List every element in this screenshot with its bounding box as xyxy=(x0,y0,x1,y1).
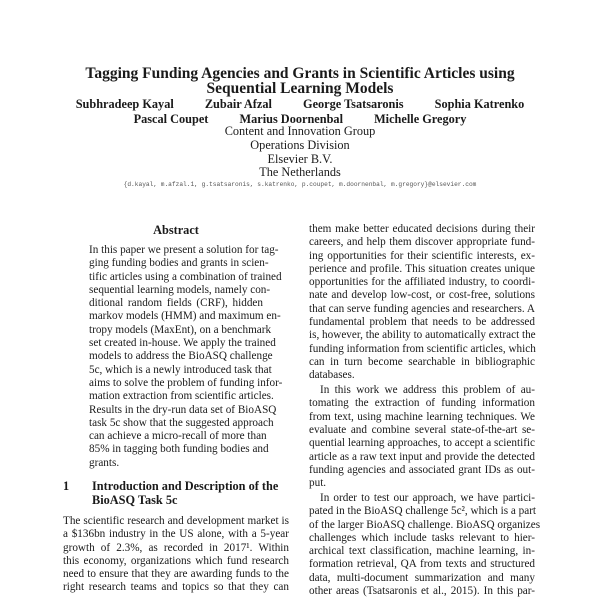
text-line: careers, and help them discover appropriate fund- xyxy=(309,236,535,249)
text-line: need to ensure that they are awarding funds to the xyxy=(63,568,289,581)
text-line: nate and develop low-cost, or cost-free, solutions xyxy=(309,289,535,302)
text-line: ging funding bodies and grants in scien- xyxy=(89,257,269,270)
title-line: Sequential Learning Models xyxy=(206,79,394,97)
abstract-body xyxy=(89,244,283,470)
right-column xyxy=(309,223,541,598)
text-line: grants. xyxy=(89,456,120,469)
text-line: set created in-house. We apply the trained xyxy=(89,337,276,350)
text-line: can in turn become searchable in bibliographic xyxy=(309,355,535,368)
text-line: ditional random fields (CRF), hidden xyxy=(89,297,263,310)
section-number: 1 xyxy=(63,479,70,493)
text-line: challenges which include tasks relevant to hier- xyxy=(309,531,535,544)
text-line: perience and profile. This situation creates unique xyxy=(309,262,535,275)
author-emails: {d.kayal, m.afzal.1, g.tsatsaronis, s.katrenko, p.coupet, m.doornenbal, m.gregory}@elsevier.com xyxy=(123,181,477,188)
section-body xyxy=(63,515,289,595)
author-name: Sophia Katrenko xyxy=(434,97,525,111)
text-line: from text, using machine learning techniques. We xyxy=(309,410,535,423)
paper-title xyxy=(0,67,600,96)
author-name: Pascal Coupet xyxy=(133,112,209,126)
text-line: ing opportunities for their scientific interests, ex- xyxy=(309,249,535,262)
text-line: this economy, organizations which fund research xyxy=(63,554,289,567)
text-line: In order to test our approach, we have partici- xyxy=(320,491,535,504)
text-line: other areas (Tsatsaronis et al., 2015). In this par- xyxy=(309,585,535,598)
text-line: mation extraction from scientific articles. xyxy=(89,390,274,403)
author-name: George Tsatsaronis xyxy=(303,97,404,111)
text-line: opportunities for the affiliated industry, to coordi- xyxy=(309,276,535,289)
text-line: data, multi-document summarization and many xyxy=(309,571,535,584)
text-line: article as a raw text input and provide the detected xyxy=(309,450,535,463)
author-name: Michelle Gregory xyxy=(374,112,467,126)
text-line: is, however, the ability to automatically extract the xyxy=(309,329,536,342)
text-line: right research teams and topics so that they can xyxy=(63,581,289,594)
abstract-heading: Abstract xyxy=(153,223,199,237)
text-line: Results in the dry-run data set of BioASQ xyxy=(89,403,277,416)
paragraph xyxy=(309,223,535,383)
text-line: In this work we address this problem of au- xyxy=(320,384,535,397)
text-line: The scientific research and development market is xyxy=(63,515,289,527)
text-line: aims to solve the problem of funding infor- xyxy=(89,376,283,389)
text-line: put. xyxy=(309,477,327,490)
text-line: them make better educated decisions during their xyxy=(309,223,535,235)
author-name: Subhradeep Kayal xyxy=(75,97,174,111)
text-line: pated in the BioASQ challenge 5c², which is a part xyxy=(309,505,537,518)
text-line: markov models (HMM) and maximum en- xyxy=(89,310,281,323)
section-title-line: BioASQ Task 5c xyxy=(92,493,178,507)
affiliation-line: The Netherlands xyxy=(259,165,341,180)
paragraph xyxy=(309,384,535,490)
text-line: tomating the extraction of funding information xyxy=(309,397,535,410)
text-line: task 5c show that the suggested approach xyxy=(89,416,274,429)
section-title-line: Introduction and Description of the xyxy=(92,479,279,493)
text-line: sequential learning models, namely con- xyxy=(89,283,271,296)
section-heading xyxy=(63,479,289,507)
text-line: of the larger BioASQ challenge. BioASQ organizes xyxy=(309,518,541,531)
text-line: funding agencies and associated grant IDs as out- xyxy=(309,463,535,476)
text-line: models to address the BioASQ challenge xyxy=(89,350,273,363)
paragraph xyxy=(309,491,541,598)
affiliation-line: Elsevier B.V. xyxy=(267,151,333,166)
text-line: archical text classification, machine learning, in- xyxy=(309,545,535,558)
author-list xyxy=(0,97,600,127)
text-line: 85% in tagging both funding bodies and xyxy=(89,443,269,456)
text-line: tropy models (MaxEnt), on a benchmark xyxy=(89,323,272,336)
text-line: 5c, which is a newly introduced task that xyxy=(89,363,272,376)
author-row xyxy=(0,97,600,112)
title-line: Tagging Funding Agencies and Grants in Scientific Articles using xyxy=(85,65,515,82)
text-line: In this paper we present a solution for tag- xyxy=(89,244,279,256)
text-line: can achieve a micro-recall of more than xyxy=(89,430,267,443)
affiliation xyxy=(0,125,600,180)
affiliation-line: Content and Innovation Group xyxy=(224,124,376,138)
text-line: funding information from scientific articles, which xyxy=(309,342,536,355)
text-line: formation retrieval, QA from texts and structured xyxy=(309,558,535,571)
text-line: tific articles using a combination of trained xyxy=(89,270,282,283)
text-line: fundamental problem that needs to be addressed xyxy=(309,316,535,329)
text-line: that can serve funding agencies and researchers. A xyxy=(309,302,535,315)
text-line: growth of 2.3%, as recorded in 2017¹. Within xyxy=(63,541,289,554)
text-line: quential learning approaches, to accept a scientific xyxy=(309,437,535,450)
affiliation-line: Operations Division xyxy=(250,137,350,152)
author-name: Zubair Afzal xyxy=(204,97,272,111)
text-line: evaluate and combine several state-of-the-art se- xyxy=(309,423,535,436)
text-line: databases. xyxy=(309,369,355,382)
text-line: a $136bn industry in the US alone, with a 5-year xyxy=(63,528,289,541)
author-name: Marius Doornenbal xyxy=(239,112,343,126)
